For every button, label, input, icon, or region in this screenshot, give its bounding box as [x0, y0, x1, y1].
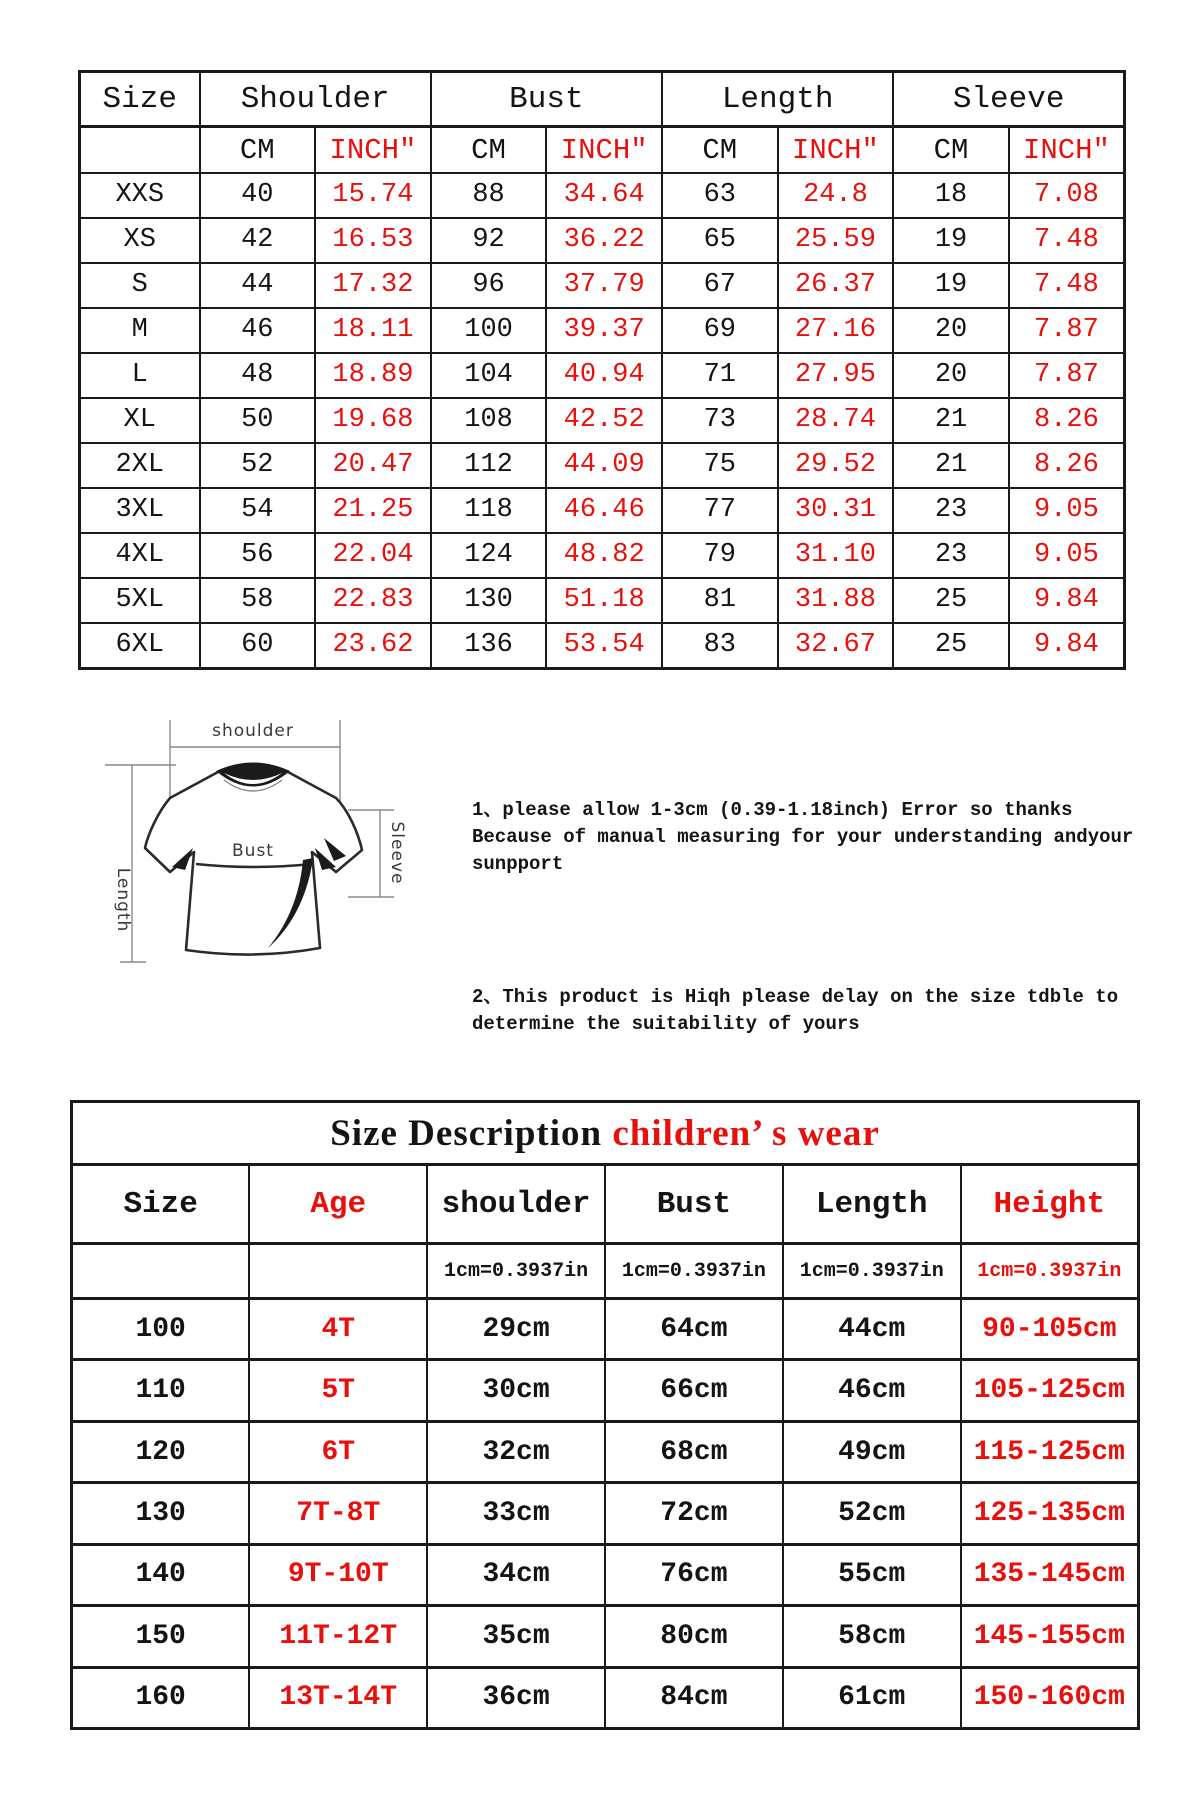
col-header-shoulder: Shoulder: [200, 72, 431, 127]
table-cell: XXS: [80, 173, 200, 218]
note-line: 2、This product is Hiqh please delay on the size tdble to: [472, 986, 1119, 1008]
table-cell: XL: [80, 398, 200, 443]
table-row: [80, 353, 1125, 398]
table-cell: 11T-12T: [249, 1606, 427, 1667]
col-header-length: Length: [783, 1165, 961, 1244]
table-cell: 68cm: [605, 1421, 783, 1482]
conversion-row: [72, 1244, 1139, 1299]
table-cell: 69: [662, 308, 778, 353]
table-cell: 6XL: [80, 623, 200, 669]
table-cell: 90-105cm: [961, 1299, 1139, 1360]
table-cell: 7.48: [1009, 263, 1125, 308]
table-cell: 118: [431, 488, 547, 533]
table-cell: M: [80, 308, 200, 353]
table-cell: 145-155cm: [961, 1606, 1139, 1667]
unit-inch: INCH″: [315, 127, 431, 174]
table-cell: 46: [200, 308, 316, 353]
table-cell: 72cm: [605, 1483, 783, 1544]
table-cell: 84cm: [605, 1667, 783, 1728]
table-cell: 76cm: [605, 1544, 783, 1605]
table-cell: 9.84: [1009, 623, 1125, 669]
table-cell: 23: [893, 533, 1009, 578]
diagram-label-shoulder: shoulder: [212, 721, 294, 741]
unit-inch: INCH″: [1009, 127, 1125, 174]
col-header-size: Size: [72, 1165, 250, 1244]
table-row: [72, 1544, 1139, 1605]
table-cell: 21: [893, 443, 1009, 488]
note-line: determine the suitability of yours: [472, 1013, 860, 1035]
table-cell: 8.26: [1009, 398, 1125, 443]
table-cell: 20.47: [315, 443, 431, 488]
table-cell: 52cm: [783, 1483, 961, 1544]
table-cell: 3XL: [80, 488, 200, 533]
col-header-bust: Bust: [605, 1165, 783, 1244]
table-row: [80, 173, 1125, 218]
title-red-part: children’ s wear: [612, 1112, 880, 1154]
table-cell: 56: [200, 533, 316, 578]
table-cell: 104: [431, 353, 547, 398]
unit-inch: INCH″: [778, 127, 894, 174]
table-cell: 48: [200, 353, 316, 398]
table-cell: 36.22: [546, 218, 662, 263]
note-line: 1、please allow 1-3cm (0.39-1.18inch) Error so thanks: [472, 799, 1073, 821]
col-header-height: Height: [961, 1165, 1139, 1244]
table-cell: 80cm: [605, 1606, 783, 1667]
table-cell: 23.62: [315, 623, 431, 669]
table-cell: 36cm: [427, 1667, 605, 1728]
table-cell: 29cm: [427, 1299, 605, 1360]
conversion-note: 1cm=0.3937in: [605, 1244, 783, 1299]
table-row: [72, 1667, 1139, 1728]
table-cell: 9.05: [1009, 533, 1125, 578]
table-cell: 40.94: [546, 353, 662, 398]
table-cell: 5XL: [80, 578, 200, 623]
table-cell: 77: [662, 488, 778, 533]
table-cell: 63: [662, 173, 778, 218]
conversion-note: 1cm=0.3937in: [783, 1244, 961, 1299]
table-cell: 52: [200, 443, 316, 488]
table-cell: 42.52: [546, 398, 662, 443]
table-cell: 13T-14T: [249, 1667, 427, 1728]
table-cell: 28.74: [778, 398, 894, 443]
table-cell: 9.05: [1009, 488, 1125, 533]
table-row: [72, 1360, 1139, 1421]
table-cell: 21: [893, 398, 1009, 443]
table-cell: 16.53: [315, 218, 431, 263]
table-cell: 7.48: [1009, 218, 1125, 263]
table-cell: 30.31: [778, 488, 894, 533]
table-cell: 71: [662, 353, 778, 398]
table-cell: 53.54: [546, 623, 662, 669]
table-cell: 60: [200, 623, 316, 669]
table-cell: 25.59: [778, 218, 894, 263]
table-cell: 61cm: [783, 1667, 961, 1728]
table-cell: 19: [893, 218, 1009, 263]
col-header-age: Age: [249, 1165, 427, 1244]
unit-cm: CM: [200, 127, 316, 174]
table-cell: 29.52: [778, 443, 894, 488]
note-line: Because of manual measuring for your understanding andyour: [472, 826, 1134, 848]
table-cell: 120: [72, 1421, 250, 1482]
table-cell: 50: [200, 398, 316, 443]
table-title: [72, 1102, 1139, 1165]
table-cell: 44: [200, 263, 316, 308]
table-cell: 51.18: [546, 578, 662, 623]
table-cell: 150-160cm: [961, 1667, 1139, 1728]
table-cell: 130: [431, 578, 547, 623]
table-cell: 35cm: [427, 1606, 605, 1667]
col-header-size: Size: [80, 72, 200, 127]
table-row: [80, 308, 1125, 353]
unit-inch: INCH″: [546, 127, 662, 174]
table-cell: 27.16: [778, 308, 894, 353]
table-cell: 25: [893, 578, 1009, 623]
table-row: [80, 578, 1125, 623]
table-cell: S: [80, 263, 200, 308]
table-cell: 37.79: [546, 263, 662, 308]
table-cell: 140: [72, 1544, 250, 1605]
table-cell: 135-145cm: [961, 1544, 1139, 1605]
table-cell: 7T-8T: [249, 1483, 427, 1544]
table-units-row: [80, 127, 1125, 174]
table-cell: 58cm: [783, 1606, 961, 1667]
table-cell: 5T: [249, 1360, 427, 1421]
conversion-note: 1cm=0.3937in: [961, 1244, 1139, 1299]
unit-cm: CM: [662, 127, 778, 174]
title-black-part: Size Description: [330, 1112, 613, 1154]
table-cell: 31.88: [778, 578, 894, 623]
table-cell: 100: [72, 1299, 250, 1360]
table-row: [72, 1299, 1139, 1360]
table-cell: 79: [662, 533, 778, 578]
empty-cell: [249, 1244, 427, 1299]
table-cell: 18.89: [315, 353, 431, 398]
table-cell: 9T-10T: [249, 1544, 427, 1605]
table-cell: 34cm: [427, 1544, 605, 1605]
table-cell: 32.67: [778, 623, 894, 669]
table-cell: 7.87: [1009, 308, 1125, 353]
table-cell: 22.04: [315, 533, 431, 578]
table-cell: 9.84: [1009, 578, 1125, 623]
table-cell: 67: [662, 263, 778, 308]
table-cell: 33cm: [427, 1483, 605, 1544]
table-cell: 115-125cm: [961, 1421, 1139, 1482]
table-cell: 26.37: [778, 263, 894, 308]
table-row: [80, 218, 1125, 263]
table-row: [80, 488, 1125, 533]
table-cell: 44cm: [783, 1299, 961, 1360]
table-row: [80, 263, 1125, 308]
table-cell: 6T: [249, 1421, 427, 1482]
unit-cm: CM: [431, 127, 547, 174]
table-cell: 130: [72, 1483, 250, 1544]
table-row: [80, 623, 1125, 669]
table-cell: 18: [893, 173, 1009, 218]
table-cell: 40: [200, 173, 316, 218]
tshirt-measurement-diagram: [100, 700, 420, 1000]
table-cell: 49cm: [783, 1421, 961, 1482]
table-cell: 19.68: [315, 398, 431, 443]
table-cell: 54: [200, 488, 316, 533]
table-cell: 105-125cm: [961, 1360, 1139, 1421]
note-line: sunpport: [472, 853, 564, 875]
table-title-row: [72, 1102, 1139, 1165]
table-cell: 44.09: [546, 443, 662, 488]
table-cell: XS: [80, 218, 200, 263]
table-cell: 42: [200, 218, 316, 263]
table-cell: 32cm: [427, 1421, 605, 1482]
empty-cell: [80, 127, 200, 174]
table-cell: 46cm: [783, 1360, 961, 1421]
conversion-note: 1cm=0.3937in: [427, 1244, 605, 1299]
adult-size-table: [78, 70, 1126, 670]
table-cell: 96: [431, 263, 547, 308]
table-cell: 2XL: [80, 443, 200, 488]
note-1: [472, 797, 1172, 878]
col-header-sleeve: Sleeve: [893, 72, 1124, 127]
table-cell: 75: [662, 443, 778, 488]
table-cell: 110: [72, 1360, 250, 1421]
table-header-row: [72, 1165, 1139, 1244]
table-cell: 124: [431, 533, 547, 578]
table-row: [80, 533, 1125, 578]
table-cell: 64cm: [605, 1299, 783, 1360]
table-cell: 30cm: [427, 1360, 605, 1421]
table-row: [80, 398, 1125, 443]
table-cell: 125-135cm: [961, 1483, 1139, 1544]
table-cell: 7.87: [1009, 353, 1125, 398]
table-header-row: [80, 72, 1125, 127]
table-cell: 15.74: [315, 173, 431, 218]
table-cell: 81: [662, 578, 778, 623]
table-cell: 83: [662, 623, 778, 669]
table-cell: 8.26: [1009, 443, 1125, 488]
table-cell: 27.95: [778, 353, 894, 398]
table-cell: 17.32: [315, 263, 431, 308]
table-row: [72, 1483, 1139, 1544]
diagram-label-bust: Bust: [232, 841, 274, 861]
table-cell: 19: [893, 263, 1009, 308]
table-cell: 23: [893, 488, 1009, 533]
table-cell: 58: [200, 578, 316, 623]
children-size-table: [70, 1100, 1140, 1730]
table-cell: 20: [893, 353, 1009, 398]
table-cell: 22.83: [315, 578, 431, 623]
table-cell: 4XL: [80, 533, 200, 578]
table-cell: 150: [72, 1606, 250, 1667]
col-header-shoulder: shoulder: [427, 1165, 605, 1244]
diagram-label-sleeve: Sleeve: [387, 821, 407, 885]
empty-cell: [72, 1244, 250, 1299]
table-cell: 65: [662, 218, 778, 263]
table-cell: 112: [431, 443, 547, 488]
col-header-length: Length: [662, 72, 893, 127]
table-cell: 7.08: [1009, 173, 1125, 218]
table-cell: 34.64: [546, 173, 662, 218]
table-row: [72, 1421, 1139, 1482]
note-2: [472, 984, 1172, 1038]
table-cell: 88: [431, 173, 547, 218]
table-cell: 24.8: [778, 173, 894, 218]
table-cell: 25: [893, 623, 1009, 669]
col-header-bust: Bust: [431, 72, 662, 127]
table-cell: 100: [431, 308, 547, 353]
table-cell: L: [80, 353, 200, 398]
table-cell: 73: [662, 398, 778, 443]
diagram-label-length: Length: [113, 867, 133, 933]
table-row: [72, 1606, 1139, 1667]
table-cell: 21.25: [315, 488, 431, 533]
table-cell: 20: [893, 308, 1009, 353]
table-cell: 66cm: [605, 1360, 783, 1421]
table-cell: 46.46: [546, 488, 662, 533]
table-cell: 92: [431, 218, 547, 263]
table-cell: 4T: [249, 1299, 427, 1360]
table-cell: 55cm: [783, 1544, 961, 1605]
table-cell: 18.11: [315, 308, 431, 353]
table-cell: 108: [431, 398, 547, 443]
table-row: [80, 443, 1125, 488]
table-cell: 31.10: [778, 533, 894, 578]
unit-cm: CM: [893, 127, 1009, 174]
table-cell: 160: [72, 1667, 250, 1728]
table-cell: 136: [431, 623, 547, 669]
table-cell: 48.82: [546, 533, 662, 578]
table-cell: 39.37: [546, 308, 662, 353]
